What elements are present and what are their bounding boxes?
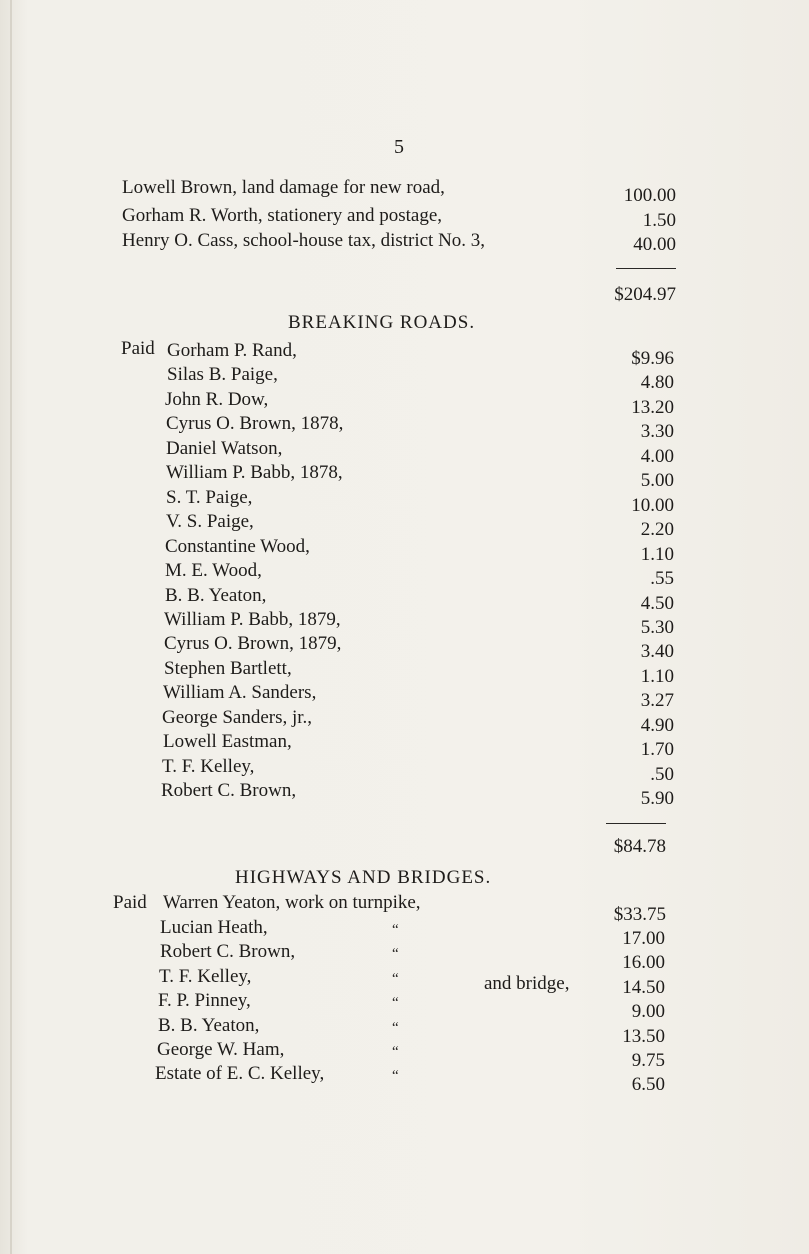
- breaking-roads-item-amount: 1.10: [640, 665, 674, 687]
- top-item-text: Henry O. Cass, school-house tax, district No. 3,: [122, 230, 486, 251]
- highway-item-name: Warren Yeaton, work on turnpike,: [163, 892, 421, 913]
- breaking-roads-item-name: William P. Babb, 1878,: [166, 462, 343, 484]
- breaking-roads-item-amount: .55: [650, 568, 674, 590]
- top-item-amount: 40.00: [633, 234, 676, 255]
- ditto-mark: “: [392, 995, 399, 1012]
- highway-item-name: George W. Ham,: [157, 1039, 285, 1060]
- top-total: $204.97: [614, 284, 676, 305]
- ditto-mark: “: [392, 1068, 399, 1085]
- breaking-roads-item-amount: 5.30: [640, 616, 674, 638]
- breaking-roads-item-name: T. F. Kelley,: [162, 755, 255, 777]
- breaking-roads-item-name: George Sanders, jr.,: [162, 706, 313, 728]
- highway-item-amount: 6.50: [631, 1074, 665, 1096]
- paid-prefix: Paid: [121, 338, 155, 359]
- page-spine: [10, 0, 12, 1254]
- top-item-text: Gorham R. Worth, stationery and postage,: [122, 205, 443, 226]
- breaking-roads-item-amount: 4.80: [640, 372, 674, 394]
- top-item-amount: 1.50: [642, 210, 676, 231]
- breaking-roads-item-amount: 1.10: [640, 543, 674, 565]
- breaking-roads-item-name: Gorham P. Rand,: [167, 340, 297, 361]
- breaking-roads-item-amount: 3.30: [640, 421, 674, 443]
- section-heading-breaking-roads: BREAKING ROADS.: [288, 312, 476, 333]
- ditto-mark: “: [392, 1044, 399, 1060]
- and-bridge-note: and bridge,: [484, 973, 570, 994]
- breaking-roads-item-name: M. E. Wood,: [165, 560, 262, 582]
- breaking-roads-item-amount: 1.70: [640, 739, 674, 761]
- breaking-roads-item-name: V. S. Paige,: [166, 511, 254, 533]
- page-number: 5: [394, 136, 404, 158]
- breaking-roads-item-name: Robert C. Brown,: [161, 780, 297, 802]
- breaking-roads-item-amount: 4.00: [640, 445, 674, 467]
- highway-item-amount: 16.00: [622, 952, 665, 974]
- highway-item-amount: 9.75: [631, 1050, 665, 1071]
- breaking-roads-item-amount: 3.27: [640, 690, 674, 712]
- breaking-roads-item-name: Stephen Bartlett,: [164, 657, 292, 679]
- paid-prefix: Paid: [113, 892, 147, 913]
- highway-item-name: Lucian Heath,: [160, 917, 268, 938]
- section-heading-highways-bridges: HIGHWAYS AND BRIDGES.: [235, 867, 492, 888]
- breaking-roads-item-amount: 5.90: [640, 788, 674, 810]
- breaking-roads-item-name: S. T. Paige,: [166, 486, 253, 508]
- breaking-roads-item-name: Lowell Eastman,: [163, 731, 292, 753]
- highway-item-name: T. F. Kelley,: [159, 965, 252, 987]
- breaking-roads-item-name: William A. Sanders,: [163, 682, 317, 704]
- highway-item-amount: $33.75: [613, 904, 666, 925]
- breaking-roads-item-name: John R. Dow,: [165, 388, 269, 410]
- ditto-mark: “: [392, 946, 399, 963]
- breaking-roads-item-name: Cyrus O. Brown, 1878,: [166, 413, 344, 435]
- breaking-roads-item-amount: 5.00: [640, 470, 674, 492]
- highway-item-amount: 14.50: [622, 976, 665, 998]
- breaking-roads-item-amount: 13.20: [631, 396, 674, 418]
- breaking-roads-item-amount: 3.40: [640, 641, 674, 663]
- highway-item-name: Robert C. Brown,: [160, 941, 296, 963]
- breaking-roads-total: $84.78: [613, 836, 666, 857]
- breaking-roads-item-amount: $9.96: [631, 348, 674, 369]
- breaking-roads-item-amount: 2.20: [640, 519, 674, 541]
- breaking-roads-item-amount: 10.00: [631, 494, 674, 516]
- highway-item-name: F. P. Pinney,: [158, 990, 251, 1012]
- ditto-mark: “: [392, 970, 399, 987]
- breaking-roads-item-amount: 4.50: [640, 592, 674, 614]
- breaking-roads-item-amount: .50: [650, 763, 674, 785]
- total-rule: [616, 268, 676, 269]
- highway-item-amount: 13.50: [622, 1025, 665, 1047]
- breaking-roads-item-name: Constantine Wood,: [165, 535, 310, 557]
- highway-item-name: Estate of E. C. Kelley,: [155, 1063, 325, 1085]
- top-item-text: Lowell Brown, land damage for new road,: [122, 177, 445, 198]
- breaking-roads-item-name: Cyrus O. Brown, 1879,: [164, 633, 342, 655]
- breaking-roads-item-name: William P. Babb, 1879,: [164, 608, 341, 630]
- highway-item-name: B. B. Yeaton,: [158, 1014, 260, 1036]
- breaking-roads-item-amount: 4.90: [640, 714, 674, 736]
- ditto-mark: “: [392, 922, 399, 938]
- breaking-roads-item-name: Daniel Watson,: [166, 437, 283, 459]
- top-item-amount: 100.00: [623, 185, 676, 206]
- breaking-roads-item-name: B. B. Yeaton,: [165, 584, 267, 606]
- highway-item-amount: 9.00: [631, 1001, 665, 1023]
- ditto-mark: “: [392, 1019, 399, 1036]
- highway-item-amount: 17.00: [622, 928, 665, 949]
- total-rule: [606, 823, 666, 824]
- breaking-roads-item-name: Silas B. Paige,: [167, 364, 278, 386]
